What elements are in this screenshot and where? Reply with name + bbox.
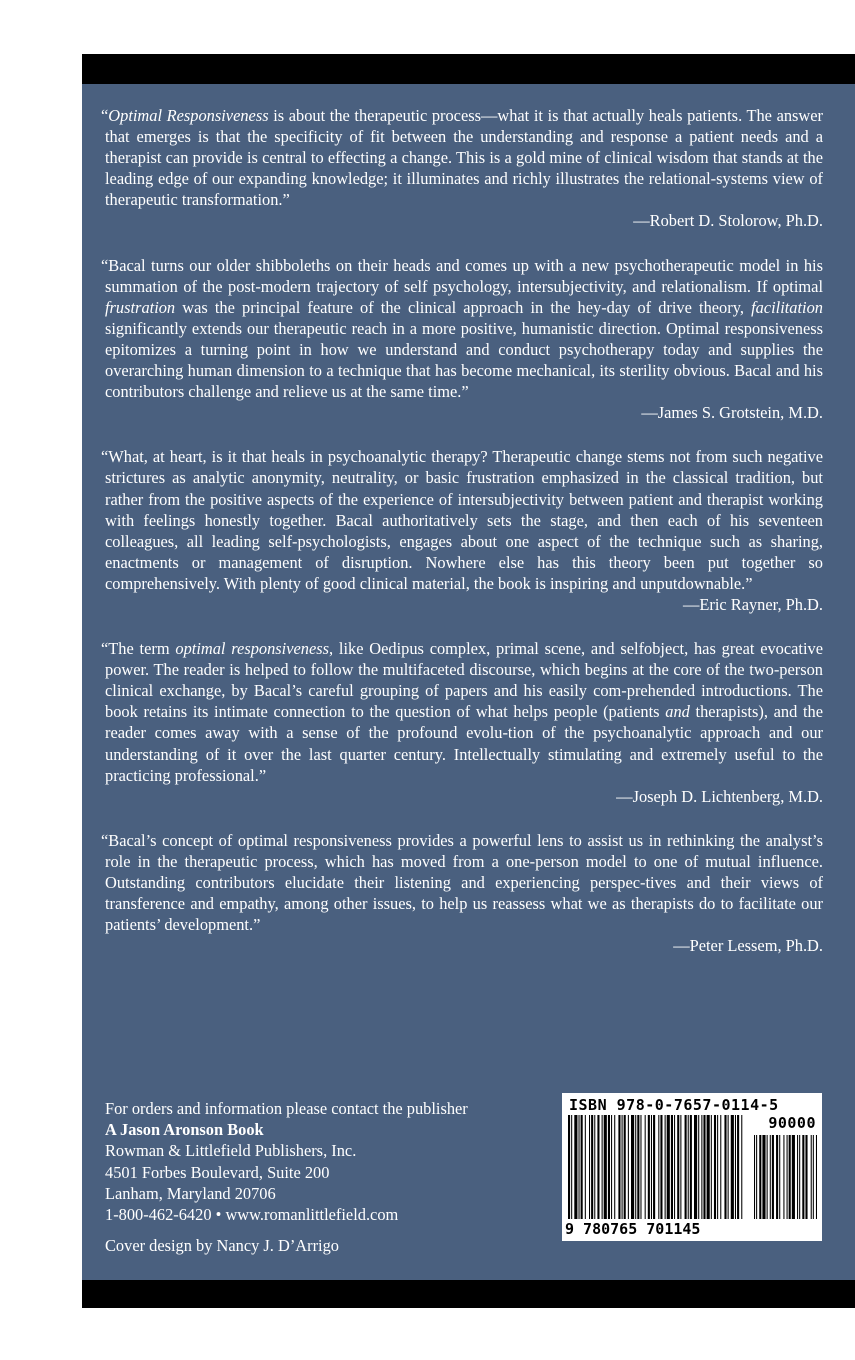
barcode-addon-bar — [770, 1135, 771, 1219]
blurb-lessem — [101, 830, 823, 957]
italic-text: Optimal Responsiveness — [108, 106, 269, 125]
blurb-text — [101, 638, 824, 786]
barcode-bar — [707, 1115, 710, 1219]
barcode-bar — [688, 1115, 689, 1219]
blurb-text — [101, 830, 823, 935]
barcode-bar — [591, 1115, 593, 1219]
blurb-attribution: —James S. Grotstein, M.D. — [641, 403, 823, 423]
barcode-addon-bar — [762, 1135, 765, 1219]
barcode-bar — [728, 1115, 729, 1219]
barcode-bar — [667, 1115, 670, 1219]
barcode-bar — [714, 1115, 716, 1219]
isbn-barcode — [562, 1093, 822, 1241]
publisher-name: Rowman & Littlefield Publishers, Inc. — [105, 1141, 357, 1161]
barcode-bar — [694, 1115, 697, 1219]
text-segment: “What, at heart, is it that heals in psychoanalytic therapy? Therapeutic change stems not from such negative strictures as analytic anonymity, neutrality, or basic frustration emphasized in the classical tradition, but rather from the positive aspects of the experience of intersubjectivity between patient and therapist working with feelings honestly together. Bacal authoritatively sets the stage, and then each of his seventeen colleagues, all leading self-psychologists, engages about one aspect of the technique such as sharing, enactments or management of disruption. Nowhere else has this theory been put together so comprehensively. With plenty of good clinical material, the book is inspiring and unputdownable.” — [101, 447, 823, 593]
barcode-addon-bar — [802, 1135, 804, 1219]
barcode-bar — [665, 1115, 666, 1219]
barcode-bar — [571, 1115, 572, 1219]
barcode-addon-bar — [816, 1135, 817, 1219]
barcode-bar — [737, 1115, 739, 1219]
barcode-bar — [651, 1115, 652, 1219]
cover-design-credit: Cover design by Nancy J. D’Arrigo — [105, 1236, 339, 1256]
barcode-bar — [594, 1115, 595, 1219]
barcode-bar — [640, 1115, 641, 1219]
italic-text: frustration — [105, 297, 176, 317]
barcode-addon-bar — [792, 1135, 795, 1219]
barcode-addon-bar — [813, 1135, 814, 1219]
text-segment: , like Oedipus complex, primal scene, and selfobject, has great evocative power. The reader is helped to follow the multifaceted discourse, which begins at the core of the two-person clinical exchange, by Bacal’s careful grouping of papers and his easily com-prehended introductions. The book retains its intimate connection to the question of what helps people (patients — [105, 639, 823, 722]
publisher-city: Lanham, Maryland 20706 — [105, 1183, 276, 1203]
blurb-attribution: —Joseph D. Lichtenberg, M.D. — [616, 786, 823, 806]
barcode-bar — [698, 1115, 699, 1219]
text-segment: significantly extends our therapeutic reach in a more positive, humanistic direction. Optimal responsiveness epitomizes a turning point in how we understand and conduct psychotherapy today and supplies the overarching human dimension to a technique that has become mechanical, its sterility obvious. Bacal and his contributors challenge and relieve us at the same time.” — [105, 318, 823, 402]
price-code: 90000 — [768, 1114, 816, 1132]
blurb-grotstein — [101, 255, 823, 424]
barcode-addon-bar — [789, 1135, 791, 1219]
barcode-bar — [724, 1115, 726, 1219]
text-segment: “The term — [101, 639, 176, 659]
barcode-addon-bar — [805, 1135, 807, 1219]
barcode-bar — [597, 1115, 599, 1219]
barcode-addon-bar — [811, 1135, 812, 1219]
blurb-text — [101, 105, 823, 210]
barcode-bar — [614, 1115, 615, 1219]
barcode-bar — [653, 1115, 655, 1219]
barcode-bar — [680, 1115, 681, 1219]
barcode-bar — [677, 1115, 679, 1219]
text-segment: is about the therapeutic process—what it is that actually heals patients. The answer that emerges is that the specificity of fit between the understanding and response a patient needs and a therapist can provide is central to effecting a change. This is a gold mine of clinical wisdom that stands at the leading edge of our expanding knowledge; it illuminates and richly illustrates the relational-systems view of therapeutic transformation.” — [105, 106, 823, 210]
barcode-bar — [579, 1115, 580, 1219]
barcode-bar — [581, 1115, 583, 1219]
publisher-contact-line: For orders and information please contact the publisher — [105, 1099, 468, 1118]
barcode-bar — [602, 1115, 603, 1219]
italic-text: facilitation — [751, 297, 823, 317]
isbn-label: ISBN 978-0-7657-0114-5 — [569, 1096, 779, 1114]
barcode-bar — [660, 1115, 662, 1219]
barcode-bar — [622, 1115, 623, 1219]
text-segment: was the principal feature of the clinical approach in the hey-day of drive theory, — [175, 297, 752, 317]
barcode-bar — [717, 1115, 718, 1219]
barcode-addon-bar — [767, 1135, 768, 1219]
barcode-bar — [624, 1115, 626, 1219]
barcode-bar — [685, 1115, 687, 1219]
blurb-text — [101, 446, 823, 594]
barcode-addon-bar — [772, 1135, 774, 1219]
barcode-bar — [618, 1115, 620, 1219]
barcode-bar — [674, 1115, 675, 1219]
blurb-list — [101, 105, 824, 979]
blurb-lichtenberg — [101, 638, 824, 807]
text-segment: “Bacal turns our older shibboleths on their heads and comes up with a new psychotherapeutic model in his summation of the post-modern trajectory of self psychology, intersubjectivity, and relationalism. If optimal — [101, 255, 823, 296]
barcode-addon-bar — [779, 1135, 780, 1219]
barcode-bar — [658, 1115, 659, 1219]
barcode-addon-bar — [797, 1135, 798, 1219]
barcode-bar — [574, 1115, 577, 1219]
publisher-phone-web: 1-800-462-6420 • www.romanlittlefield.com — [105, 1205, 399, 1225]
barcode-bar — [690, 1115, 692, 1219]
barcode-addon-bar — [799, 1135, 800, 1219]
barcode-bar — [741, 1115, 742, 1219]
text-segment: “Bacal’s concept of optimal responsiveness provides a powerful lens to assist us in rethinking the analyst’s role in the therapeutic process, which has moved from a one-person model to one of mutual influence. Outstanding contributors elucidate their listening and experiencing perspec-tives and their views of transference and empathy, among other issues, to help us reassess what we as therapists do to facilitate our patients’ development.” — [101, 830, 823, 935]
italic-text: and — [665, 702, 690, 722]
blurb-attribution: —Peter Lessem, Ph.D. — [673, 936, 823, 956]
blurb-text — [101, 255, 823, 403]
barcode-bar — [585, 1115, 586, 1219]
barcode-bar — [711, 1115, 712, 1219]
publisher-imprint: A Jason Aronson Book — [105, 1120, 264, 1140]
barcode-addon-bar — [759, 1135, 761, 1219]
barcode-bar — [589, 1115, 590, 1219]
barcode-bar — [608, 1115, 610, 1219]
top-band — [82, 54, 855, 84]
barcode-bar — [648, 1115, 650, 1219]
barcode-bar — [735, 1115, 736, 1219]
barcode-addon-bar — [776, 1135, 778, 1219]
publisher-info — [105, 1098, 468, 1256]
barcode-bar — [645, 1115, 646, 1219]
barcode-bar — [720, 1115, 721, 1219]
publisher-street: 4501 Forbes Boulevard, Suite 200 — [105, 1162, 330, 1182]
barcode-addon-bar — [783, 1135, 784, 1219]
blurb-rayner — [101, 446, 823, 615]
barcode-bar — [637, 1115, 639, 1219]
text-segment: therapists), and the reader comes away with a sense of the profound evolu-tion of the psychoanalytic approach and our understanding of it over the last quarter century. Intellectually stimulating and extremely useful to the practicing professional.” — [105, 702, 824, 785]
barcode-bar — [631, 1115, 634, 1219]
barcode-digits: 9 780765 701145 — [565, 1220, 701, 1238]
blurb-stolorow — [101, 105, 823, 232]
blurb-attribution: —Robert D. Stolorow, Ph.D. — [633, 211, 823, 231]
barcode-bar — [701, 1115, 702, 1219]
barcode-addon-bar — [787, 1135, 788, 1219]
italic-text: optimal responsiveness — [175, 639, 329, 659]
barcode-bar — [611, 1115, 612, 1219]
back-cover — [82, 54, 855, 1308]
barcode-bar — [703, 1115, 705, 1219]
barcode-bar — [628, 1115, 629, 1219]
barcode-bar — [731, 1115, 734, 1219]
text-segment: “ — [101, 106, 109, 125]
barcode-addon-bar — [754, 1135, 755, 1219]
barcode-bar — [671, 1115, 673, 1219]
barcode-bar — [635, 1115, 636, 1219]
bottom-band — [82, 1280, 855, 1308]
blurb-attribution: —Eric Rayner, Ph.D. — [682, 594, 823, 614]
barcode-addon-bar — [756, 1135, 757, 1219]
barcode-bar — [568, 1115, 570, 1219]
barcode-bar — [604, 1115, 607, 1219]
